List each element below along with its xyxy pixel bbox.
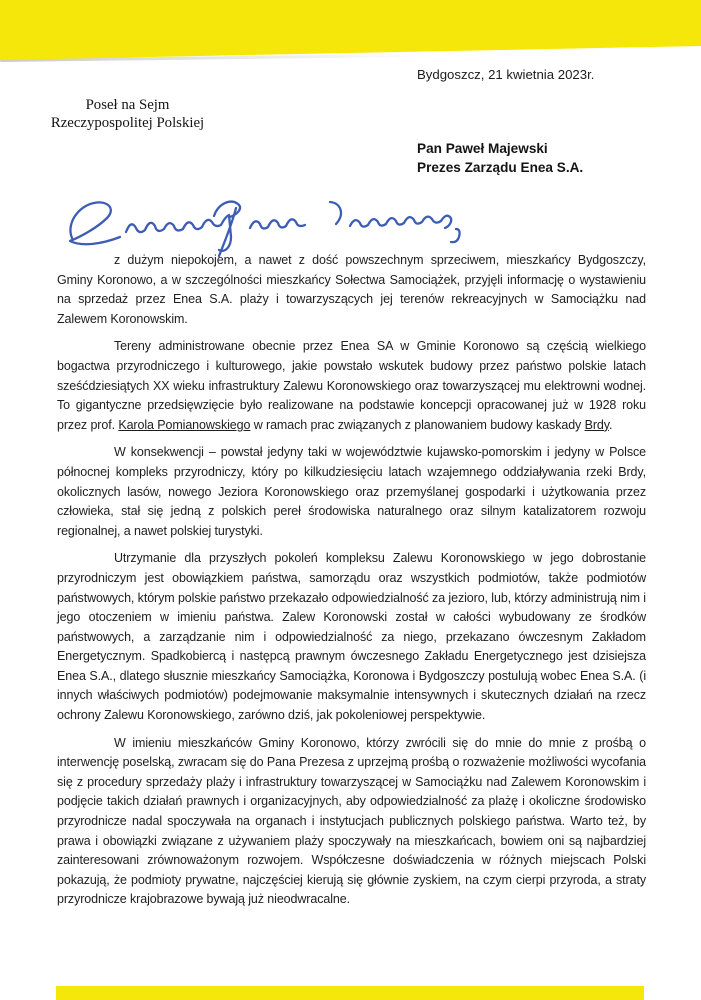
- body-paragraph: [57, 734, 646, 910]
- paragraph-text: W konsekwencji – powstał jedyny taki w województwie kujawsko-pomorskim i jedyny w Polsce północnej kompleks przyrodniczy, który po kilkudziesięciu latach wzajemnego oddziaływania rzeki Brdy, okolicznych lasów, nowego Jeziora Koronowskiego oraz przemyślanej gospodarki i użytkowania przez człowieka, stał się jedną z polskich pereł środowiska naturalnego oraz silnym katalizatorem rozwoju regionalnej, a nawet polskiej turystyki.: [57, 445, 646, 538]
- underlined-text: Brdy: [584, 417, 609, 432]
- body-paragraph: [57, 549, 646, 725]
- paragraph-text: .: [608, 417, 613, 432]
- paragraph-text: w ramach prac związanych z planowaniem budowy kaskady: [250, 417, 585, 432]
- footer-banner: [56, 986, 644, 1000]
- paragraph-text: W imieniu mieszkańców Gminy Koronowo, którzy zwrócili się do mnie do mnie z prośbą o interwencję poselską, zwracam się do Pana Prezesa z uprzejmą prośbą o rozważenie możliwości wycofania się z procedury sprzedaży plaży i infrastruktury towarzyszącej w Samociążku nad Zalewem Koronowskim i podjęcie takich działań prawnych i organizacyjnych, aby odpowiedzialność za plażę i okoliczne środowisko przyrodnicze nadal spoczywała na organach i instytucjach publicznych polskiego państwa. Warto też, by prawa i obowiązki związane z używaniem plaży spoczywały na mieszkańcach, bowiem oni są najbardziej zainteresowani zrównoważonym rozwojem. Współczesne doświadczenia w różnych miejscach Polski pokazują, że podmioty prywatne, najczęściej kierują się głównie zyskiem, na czym cierpi przyroda, a straty przyrodnicze krajobrazowe bywają już nieodwracalne.: [57, 735, 646, 907]
- body-paragraph: [57, 337, 646, 435]
- recipient-block: [417, 140, 583, 177]
- sender-title-line2: Rzeczypospolitej Polskiej: [50, 115, 205, 131]
- paragraph-text: z dużym niepokojem, a nawet z dość powszechnym sprzeciwem, mieszkańcy Bydgoszczy, Gminy Koronowo, a w szczególności mieszkańcy Sołectwa Samociążek, przyjęli informację o wystawieniu na sprzedaż przez Enea S.A. plaży i towarzyszących jej terenów rekreacyjnych w Samociążku nad Zalewem Koronowskim.: [57, 253, 646, 326]
- underlined-text: Karola Pomianowskiego: [118, 417, 251, 432]
- recipient-role: Prezes Zarządu Enea S.A.: [417, 159, 584, 175]
- handwritten-salutation: [64, 196, 488, 262]
- paragraph-text: Utrzymanie dla przyszłych pokoleń kompleksu Zalewu Koronowskiego w jego dobrostanie przyrodniczym jest obowiązkiem państwa, samorządu oraz wszystkich podmiotów, także podmiotów państwowych, którym polskie państwo przekazało odpowiedzialność za jezioro, lub, którzy administrują nim i jego otoczeniem w imieniu państwa. Zalew Koronowski został w całości wybudowany ze środków państwowych, a zarządzanie nim i odpowiedzialność za niego, przekazano ówczesnym Zakładom Energetycznym. Spadkobiercą i następcą prawnym ówczesnego Zakładu Energetycznego jest dzisiejsza Enea S.A., dlatego słusznie mieszkańcy Samociążka, Koronowa i Bydgoszczy postulują wobec Enea S.A. (i innych właściwych podmiotów) podejmowanie maksymalnie intensywnych i skutecznych działań na rzecz ochrony Zalewu Koronowskiego, zarówno dziś, jak pokoleniowej perspektywie.: [57, 551, 646, 723]
- sender-title-line1: Poseł na Sejm: [85, 97, 170, 113]
- date-line: Bydgoszcz, 21 kwietnia 2023r.: [417, 67, 595, 82]
- paragraph-text: Tereny administrowane obecnie przez Enea SA w Gminie Koronowo są częścią wielkiego bogactwa przyrodniczego i kulturowego, jakie powstało wskutek budowy przez państwo polskie latach sześćdziesiątych XX wieku infrastruktury Zalewu Koronowskiego oraz towarzyszącej mu elektrowni wodnej. To gigantyczne przedsięwzięcie było realizowane na podstawie koncepcji opracowanej już w 1928 roku przez prof.: [57, 339, 646, 432]
- recipient-name: Pan Paweł Majewski: [417, 141, 548, 156]
- body-paragraph: [57, 443, 646, 541]
- letter-body: [57, 251, 646, 910]
- header-banner: [0, 0, 701, 62]
- body-paragraph: [57, 251, 646, 329]
- sender-title-block: [50, 96, 205, 132]
